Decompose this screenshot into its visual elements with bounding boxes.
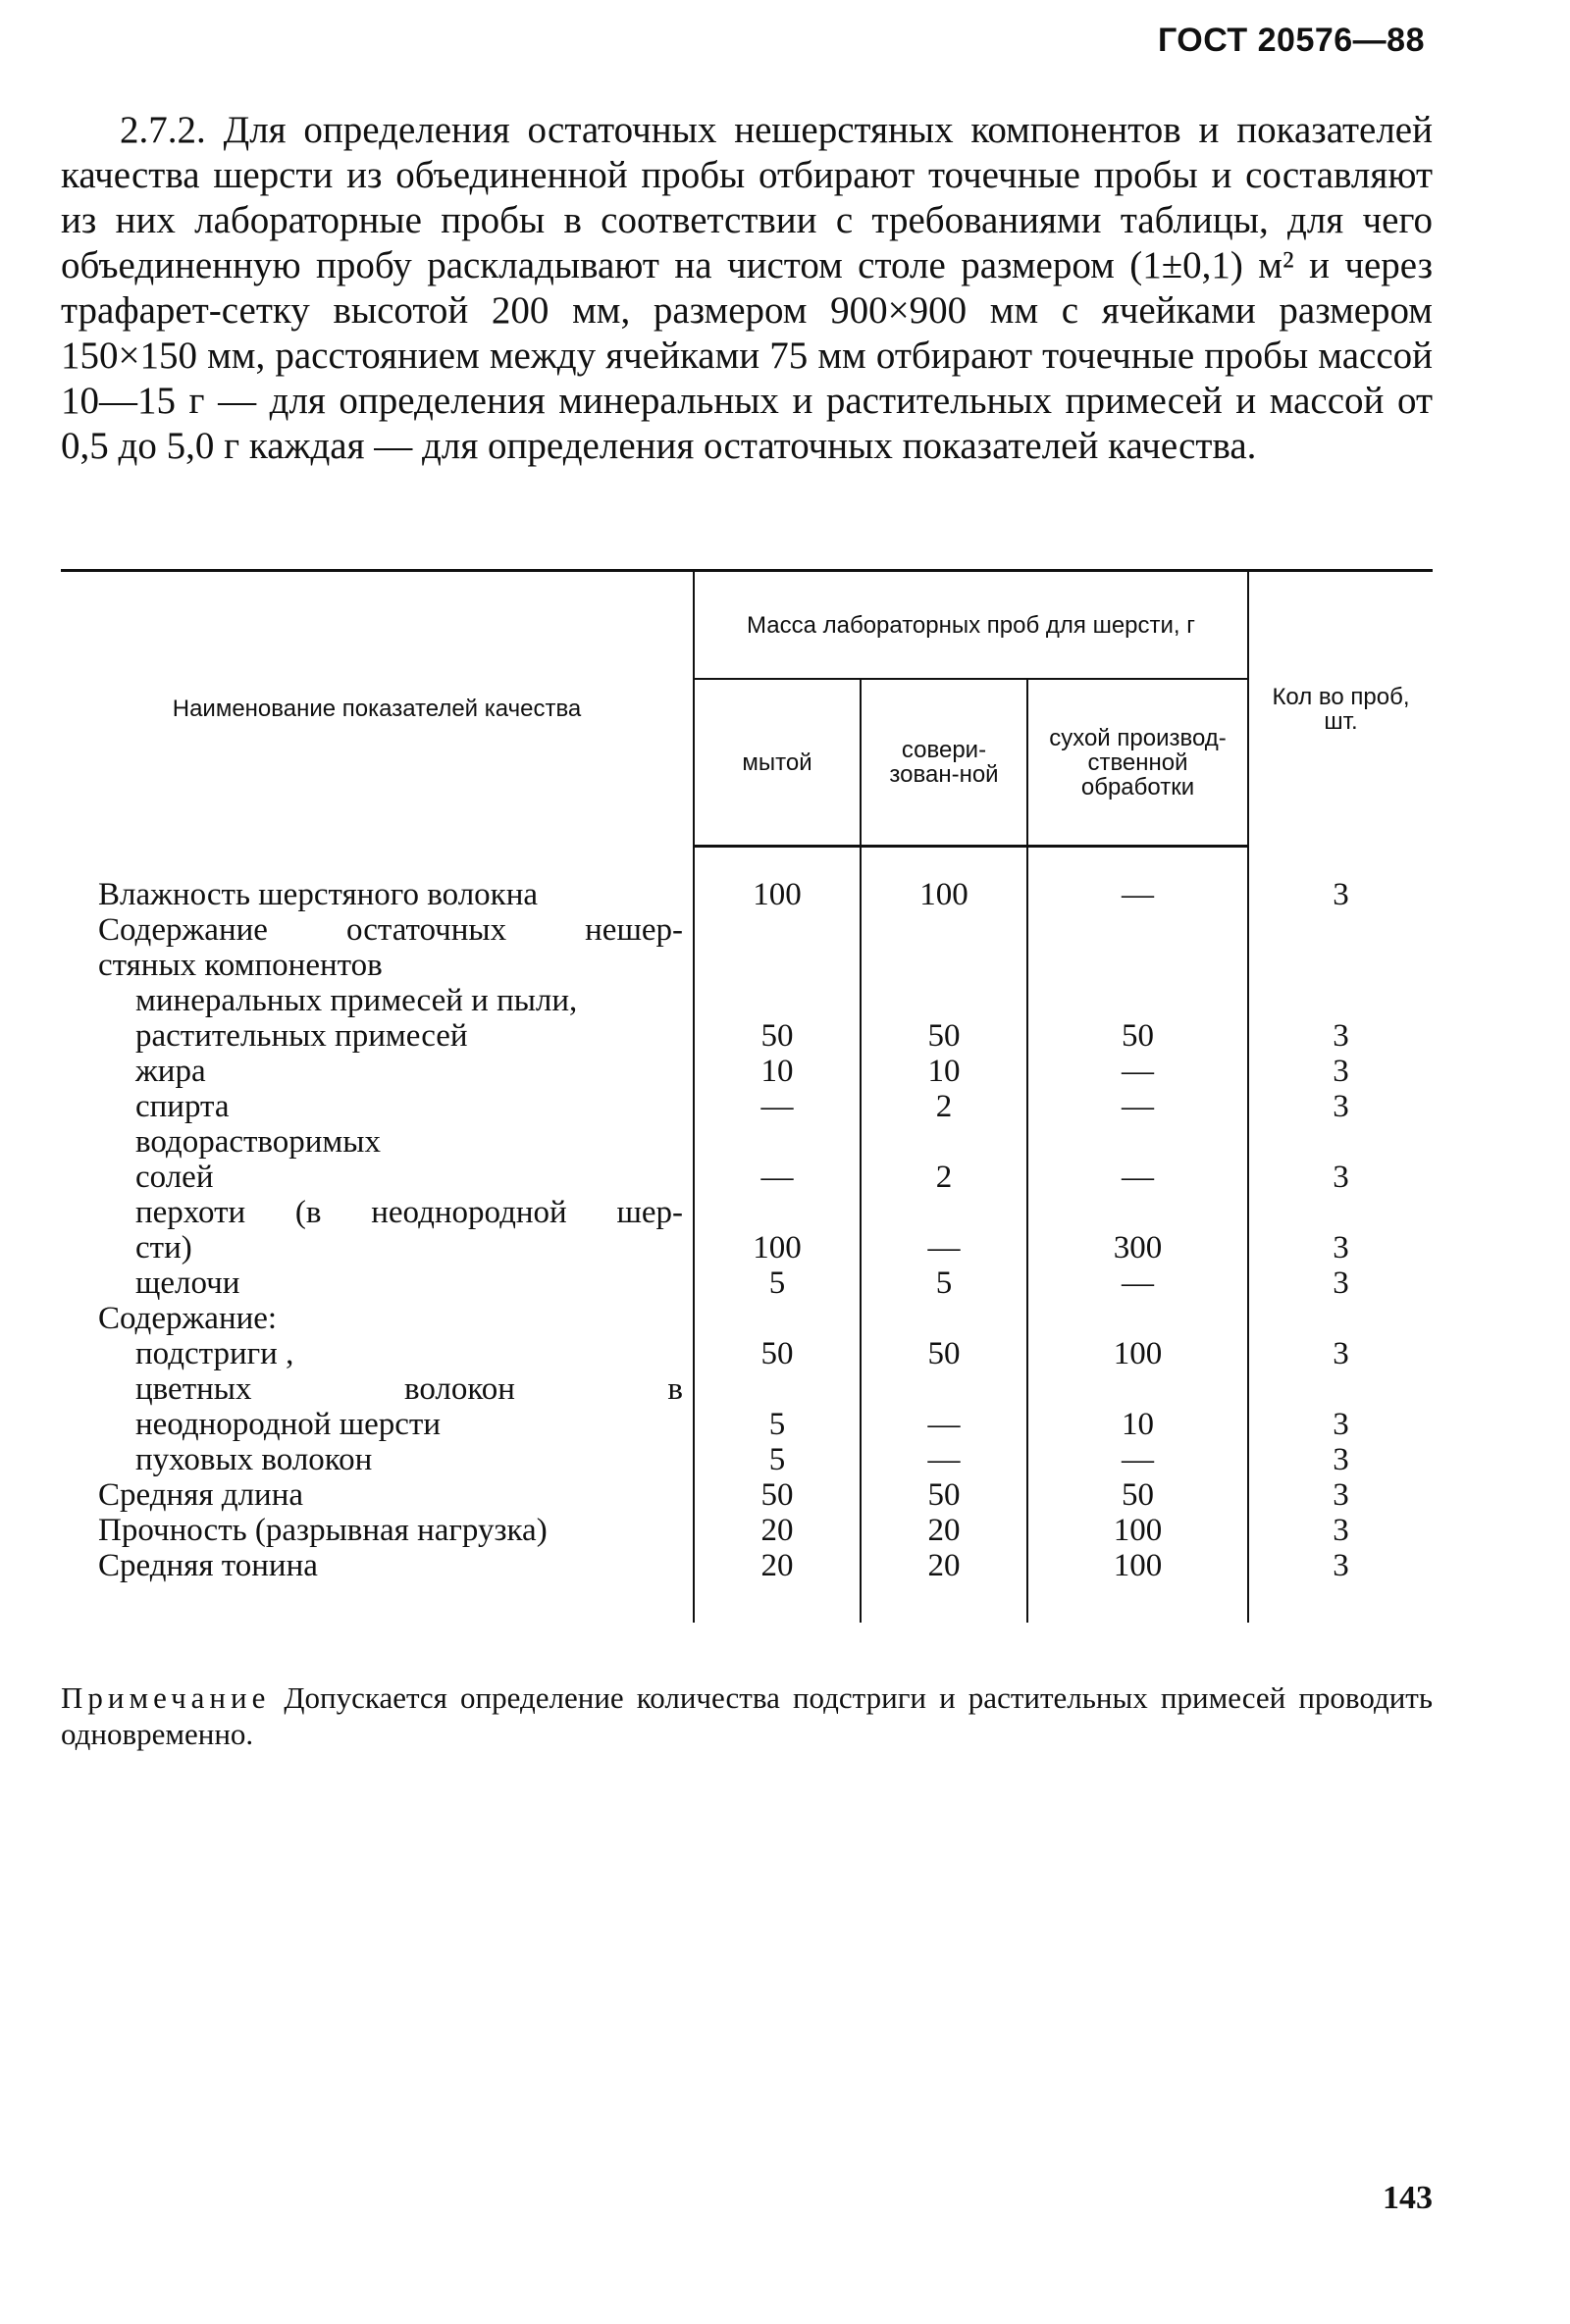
table-row (61, 1018, 1433, 1054)
indicator-name (61, 1230, 694, 1265)
table-row (61, 1089, 1433, 1124)
value-sovereign: — (861, 1442, 1027, 1477)
indicator-name (61, 1513, 694, 1548)
value-washed: 100 (694, 1230, 861, 1265)
indicator-name-text: перхоти (в неоднородной шер- (135, 1195, 683, 1230)
indicator-name-text: сти) (135, 1230, 192, 1265)
table-row (61, 1265, 1433, 1301)
indicator-name (61, 912, 694, 948)
table-row (61, 1301, 1433, 1336)
indicator-name (61, 1160, 694, 1195)
value-dry-processed: 100 (1027, 1336, 1248, 1371)
value-count: 3 (1333, 1054, 1349, 1089)
value-dry-processed: 300 (1027, 1230, 1248, 1265)
table-row (61, 1477, 1433, 1513)
indicator-name-text: спирта (135, 1089, 230, 1124)
value-washed (694, 1195, 861, 1230)
indicator-name (61, 1336, 694, 1371)
indicator-name (61, 877, 694, 912)
value-count: 3 (1333, 877, 1349, 912)
value-washed: — (694, 1089, 861, 1124)
intro-paragraph: 2.7.2. Для определения остаточных нешерстяных компонентов и показателей качества шерсти из объединенной пробы отбирают точечные пробы и составляют из них лабораторные пробы в соответствии с требованиями таблицы, для чего объединенную пробу раскладывают на чистом столе размером (1±0,1) м² и через трафарет-сетку высотой 200 мм, размером 900×900 мм с ячейками размером 150×150 мм, расстоянием между ячейками 75 мм отбирают точечные пробы массой 10—15 г — для определения минеральных и растительных примесей и массой от 0,5 до 5,0 г каждая — для определения остаточных показателей качества. (61, 109, 1433, 467)
value-dry-processed: — (1027, 1089, 1248, 1124)
indicator-name-text: растительных примесей (135, 1018, 468, 1054)
header-sovereign: совери-зован-ной (861, 679, 1027, 847)
indicator-name (61, 1548, 694, 1583)
indicator-name (61, 1089, 694, 1124)
value-sovereign (861, 1301, 1027, 1336)
value-sovereign: 50 (861, 1336, 1027, 1371)
value-washed (694, 912, 861, 948)
value-washed: 20 (694, 1513, 861, 1548)
value-sovereign: 50 (861, 1018, 1027, 1054)
table-body (61, 847, 1433, 1624)
value-washed: 10 (694, 1054, 861, 1089)
value-count: 3 (1333, 1442, 1349, 1477)
indicator-name-text: Содержание остаточных нешер- (98, 912, 683, 948)
value-count (1248, 983, 1433, 1018)
value-count: 3 (1333, 1336, 1349, 1371)
value-dry-processed: 50 (1027, 1018, 1248, 1054)
value-dry-processed: 100 (1027, 1513, 1248, 1548)
value-sovereign: — (861, 1230, 1027, 1265)
value-sovereign: 20 (861, 1513, 1027, 1548)
value-dry-processed (1027, 948, 1248, 983)
value-count: 3 (1333, 1089, 1349, 1124)
header-mass-group: Масса лабораторных проб для шерсти, г (694, 571, 1248, 680)
value-washed: 50 (694, 1477, 861, 1513)
value-washed: 20 (694, 1548, 861, 1583)
value-washed: — (694, 1160, 861, 1195)
value-dry-processed: — (1027, 1054, 1248, 1089)
table-row (61, 1371, 1433, 1407)
value-count (1248, 948, 1433, 983)
header-washed: мытой (694, 679, 861, 847)
value-dry-processed (1027, 1371, 1248, 1407)
indicator-name-text: пуховых волокон (135, 1442, 373, 1477)
indicator-name-text: минеральных примесей и пыли, (135, 983, 578, 1018)
table-row (61, 983, 1433, 1018)
value-sovereign (861, 912, 1027, 948)
table-row (61, 1336, 1433, 1371)
value-count: 3 (1333, 1018, 1349, 1054)
value-sovereign: 100 (861, 877, 1027, 912)
indicator-name-text: жира (135, 1054, 206, 1089)
value-washed: 50 (694, 1336, 861, 1371)
table-row (61, 1124, 1433, 1160)
table-row (61, 1548, 1433, 1583)
value-count: 3 (1333, 1160, 1349, 1195)
indicator-name-text: цветных волокон в (135, 1371, 683, 1407)
indicator-name (61, 1265, 694, 1301)
indicator-name-text: щелочи (135, 1265, 240, 1301)
header-indicator-name: Наименование показателей качества (61, 571, 694, 847)
value-dry-processed: 10 (1027, 1407, 1248, 1442)
value-dry-processed (1027, 983, 1248, 1018)
value-count: 3 (1333, 1548, 1349, 1583)
table-row (61, 1442, 1433, 1477)
value-count (1248, 912, 1433, 948)
value-washed: 5 (694, 1407, 861, 1442)
value-sovereign (861, 1195, 1027, 1230)
indicator-name-text: Содержание: (98, 1301, 278, 1336)
value-sovereign: 20 (861, 1548, 1027, 1583)
value-count: 3 (1333, 1513, 1349, 1548)
table-row (61, 1054, 1433, 1089)
indicator-name-text: Средняя длина (98, 1477, 304, 1513)
value-dry-processed: — (1027, 1265, 1248, 1301)
indicator-name (61, 1018, 694, 1054)
indicator-name-text: Влажность шерстяного волокна (98, 877, 538, 912)
value-washed: 5 (694, 1442, 861, 1477)
indicator-name-text: Прочность (разрывная нагрузка) (98, 1513, 548, 1548)
table-row (61, 948, 1433, 983)
value-sovereign: 50 (861, 1477, 1027, 1513)
indicator-name (61, 983, 694, 1018)
value-sovereign (861, 983, 1027, 1018)
document-standard-header: ГОСТ 20576—88 (1157, 22, 1425, 59)
header-dry-processed: сухой производ-ственной обработки (1027, 679, 1248, 847)
value-dry-processed: 100 (1027, 1548, 1248, 1583)
value-washed (694, 1124, 861, 1160)
value-washed: 5 (694, 1265, 861, 1301)
value-washed (694, 948, 861, 983)
value-dry-processed: — (1027, 1160, 1248, 1195)
value-washed: 100 (694, 877, 861, 912)
table-row (61, 877, 1433, 912)
lab-samples-table (61, 569, 1433, 1623)
value-dry-processed (1027, 912, 1248, 948)
value-dry-processed: 50 (1027, 1477, 1248, 1513)
indicator-name-text: стяных компонентов (98, 948, 383, 983)
indicator-name (61, 1407, 694, 1442)
indicator-name-text: неоднородной шерсти (135, 1407, 442, 1442)
value-washed: 50 (694, 1018, 861, 1054)
table-row (61, 1195, 1433, 1230)
table-row (61, 1230, 1433, 1265)
table-row (61, 912, 1433, 948)
value-sovereign: 10 (861, 1054, 1027, 1089)
value-count: 3 (1333, 1477, 1349, 1513)
table-note (61, 1679, 1433, 1752)
table-row (61, 1160, 1433, 1195)
table-row (61, 1513, 1433, 1548)
value-dry-processed: — (1027, 1442, 1248, 1477)
value-washed (694, 1371, 861, 1407)
table-header (61, 571, 1433, 847)
note-label: Примечание (61, 1680, 271, 1715)
value-sovereign: 2 (861, 1089, 1027, 1124)
value-sovereign: — (861, 1407, 1027, 1442)
value-dry-processed: — (1027, 877, 1248, 912)
value-sovereign: 2 (861, 1160, 1027, 1195)
indicator-name (61, 1195, 694, 1230)
note-text: Допускается определение количества подстриги и растительных примесей проводить одновременно. (61, 1680, 1433, 1751)
value-count (1248, 1195, 1433, 1230)
value-count (1248, 1124, 1433, 1160)
value-washed (694, 1301, 861, 1336)
value-count: 3 (1333, 1265, 1349, 1301)
value-dry-processed (1027, 1124, 1248, 1160)
header-sample-count: Кол во проб, шт. (1272, 683, 1410, 735)
value-dry-processed (1027, 1301, 1248, 1336)
indicator-name-text: солей (135, 1160, 214, 1195)
page-number: 143 (1383, 2180, 1433, 2216)
value-sovereign (861, 1371, 1027, 1407)
value-sovereign (861, 1124, 1027, 1160)
indicator-name (61, 948, 694, 983)
value-count: 3 (1333, 1230, 1349, 1265)
indicator-name-text: Средняя тонина (98, 1548, 318, 1583)
indicator-name (61, 1371, 694, 1407)
value-count: 3 (1333, 1407, 1349, 1442)
indicator-name-text: водорастворимых (135, 1124, 381, 1160)
indicator-name (61, 1301, 694, 1336)
value-count (1248, 1301, 1433, 1336)
value-dry-processed (1027, 1195, 1248, 1230)
value-washed (694, 983, 861, 1018)
indicator-name (61, 1442, 694, 1477)
indicator-name (61, 1477, 694, 1513)
indicator-name (61, 1054, 694, 1089)
value-sovereign: 5 (861, 1265, 1027, 1301)
indicator-name-text: подстриги , (135, 1336, 294, 1371)
value-count (1248, 1371, 1433, 1407)
indicator-name (61, 1124, 694, 1160)
value-sovereign (861, 948, 1027, 983)
table-row (61, 1407, 1433, 1442)
